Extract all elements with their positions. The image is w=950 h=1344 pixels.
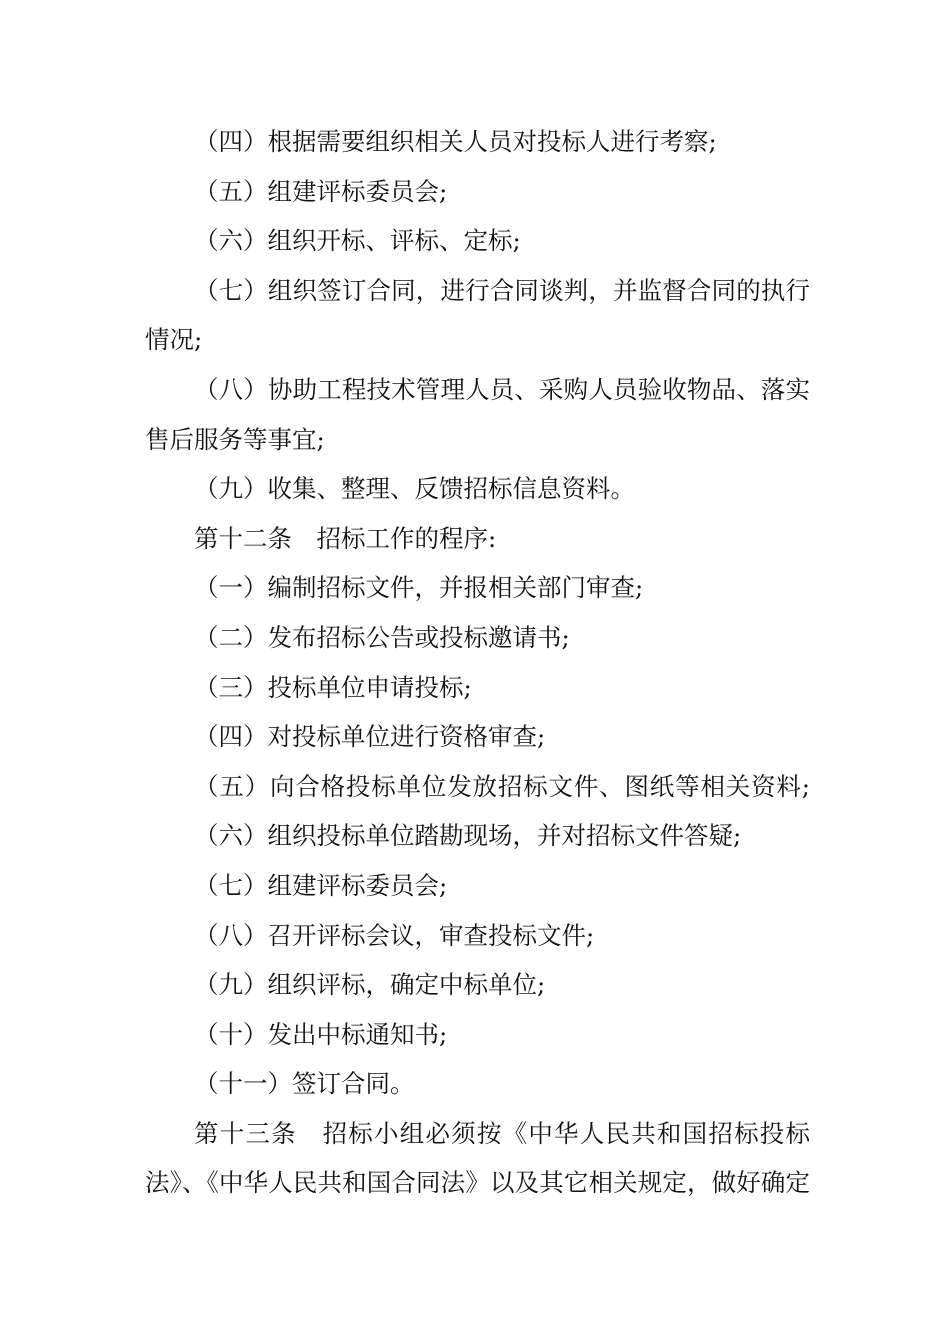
text-line: 情况; bbox=[145, 325, 203, 355]
text-line: （四）根据需要组织相关人员对投标人进行考察; bbox=[194, 127, 717, 156]
text-line: （八）协助工程技术管理人员、采购人员验收物品、落实 bbox=[194, 374, 810, 404]
text-line: （六）组织开标、评标、定标; bbox=[194, 226, 521, 256]
text-line: （一）编制招标文件，并报相关部门审查; bbox=[194, 573, 644, 603]
text-line: （九）收集、整理、反馈招标信息资料。 bbox=[194, 474, 635, 504]
text-line: 第十三条 招标小组必须按《中华人民共和国招标投标 bbox=[194, 1118, 810, 1148]
text-line: 第十二条 招标工作的程序: bbox=[194, 523, 497, 553]
document-body bbox=[145, 117, 810, 1208]
text-line: （六）组织投标单位踏勘现场，并对招标文件答疑; bbox=[194, 821, 742, 851]
text-line: （七）组织签订合同，进行合同谈判，并监督合同的执行 bbox=[194, 275, 810, 305]
text-line: （十）发出中标通知书; bbox=[194, 1019, 448, 1049]
text-line: （八）召开评标会议，审查投标文件; bbox=[194, 920, 595, 950]
text-line: 法》、《中华人民共和国合同法》以及其它相关规定，做好确定 bbox=[145, 1168, 810, 1198]
text-line: （五）向合格投标单位发放招标文件、图纸等相关资料; bbox=[194, 771, 810, 801]
text-line: （十一）签订合同。 bbox=[194, 1069, 415, 1099]
text-line: （四）对投标单位进行资格审查; bbox=[194, 722, 546, 752]
text-line: （五）组建评标委员会; bbox=[194, 176, 448, 206]
text-line: （二）发布招标公告或投标邀请书; bbox=[194, 622, 570, 652]
text-line: 售后服务等事宜; bbox=[145, 424, 325, 454]
text-line: （七）组建评标委员会; bbox=[194, 870, 448, 900]
text-line: （九）组织评标，确定中标单位; bbox=[194, 970, 546, 1000]
text-line: （三）投标单位申请投标; bbox=[194, 672, 472, 702]
